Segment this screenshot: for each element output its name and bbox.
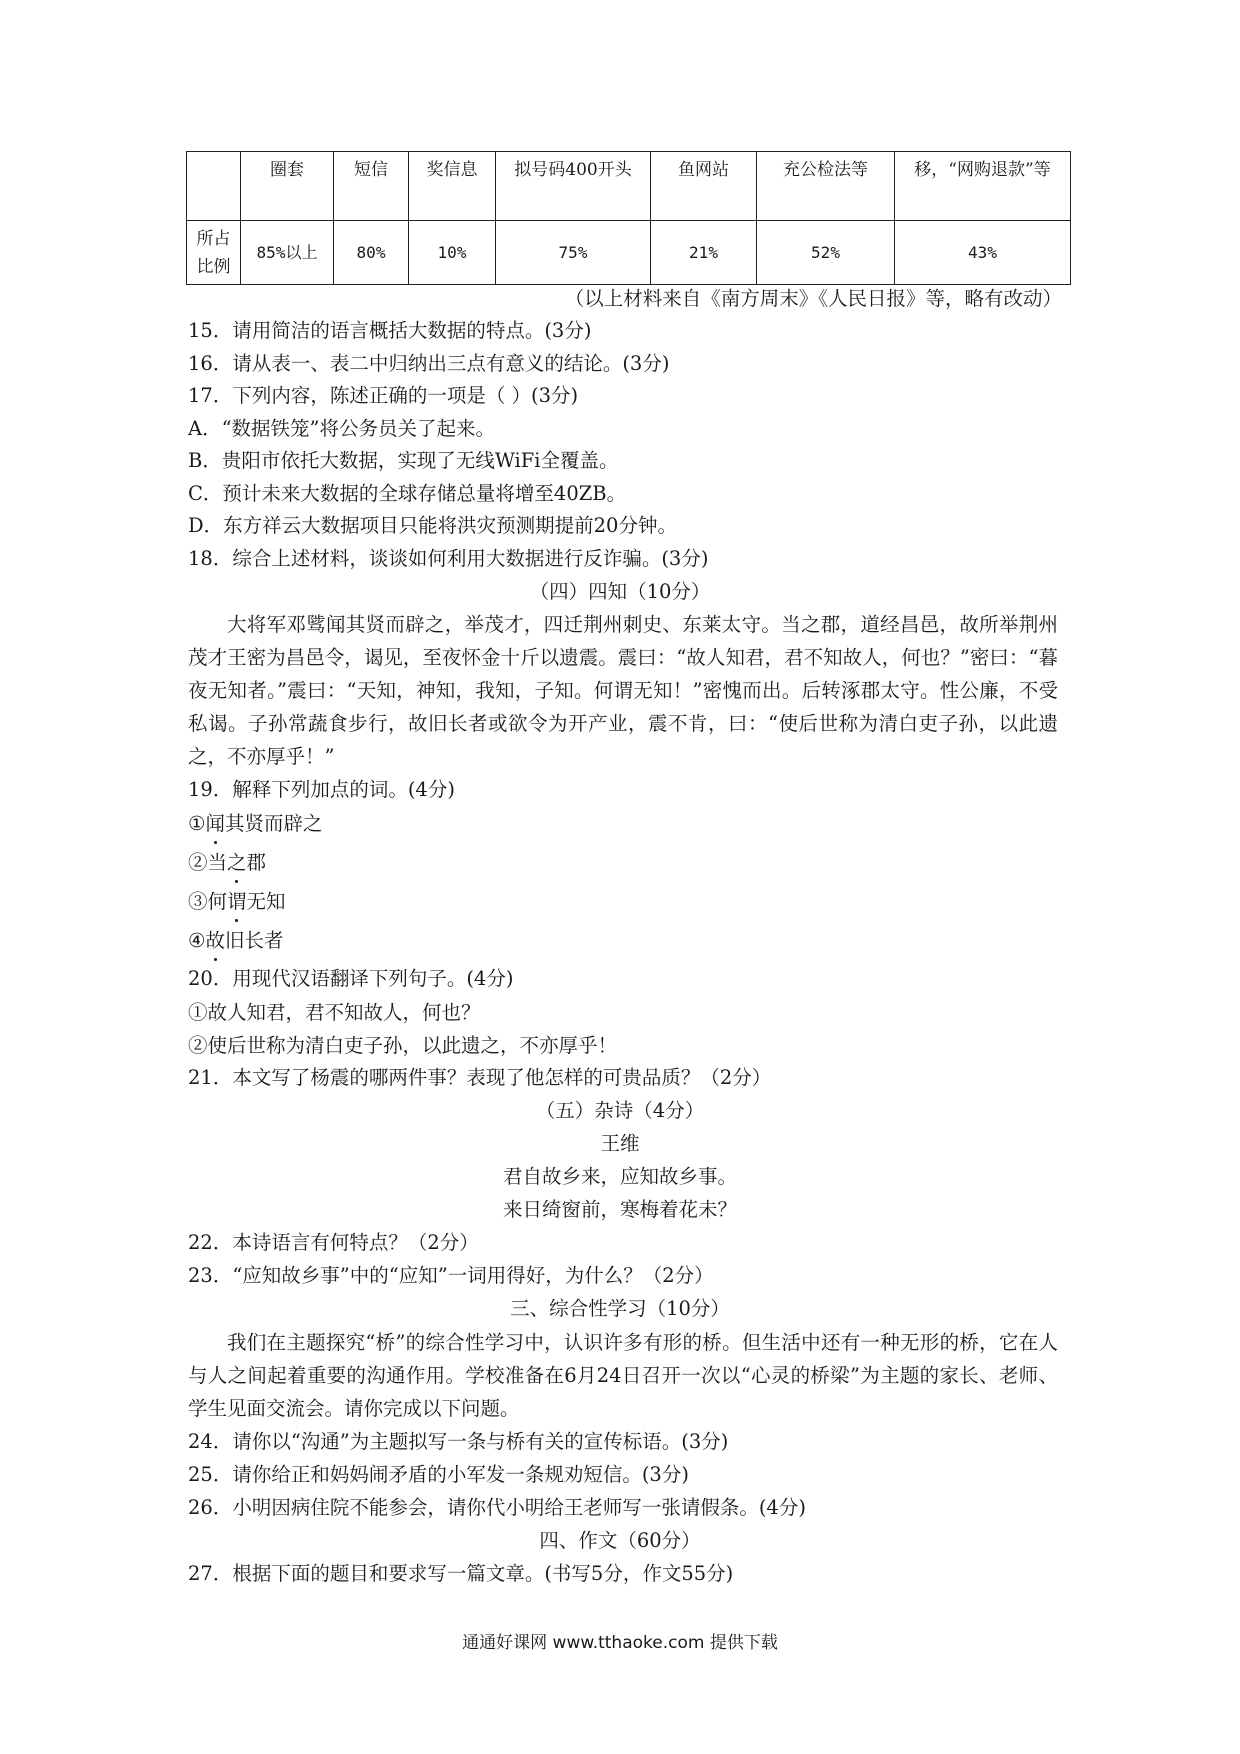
table-cell: 短信 xyxy=(334,152,409,221)
q20-item-1: ①故人知君，君不知故人，何也？ xyxy=(188,1001,481,1024)
question-20: 20．用现代汉语翻译下列句子。(4分) xyxy=(188,967,514,990)
table-cell: 85%以上 xyxy=(241,221,334,285)
question-16: 16．请从表一、表二中归纳出三点有意义的结论。(3分) xyxy=(188,352,670,375)
table-cell: 拟号码400开头 xyxy=(496,152,651,221)
option-b: B．贵阳市依托大数据，实现了无线WiFi全覆盖。 xyxy=(188,449,619,472)
poem-line: 君自故乡来，应知故乡事。 xyxy=(502,1165,737,1188)
question-18: 18．综合上述材料，谈谈如何利用大数据进行反诈骗。(3分) xyxy=(188,547,709,570)
table-header-row xyxy=(187,152,1071,221)
option-a: A．“数据铁笼”将公务员关了起来。 xyxy=(188,417,496,440)
question-25: 25．请你给正和妈妈闹矛盾的小军发一条规劝短信。(3分) xyxy=(188,1463,689,1486)
source-note: （以上材料来自《南方周末》《人民日报》等，略有改动） xyxy=(564,287,1062,310)
poem-line: 来日绮窗前，寒梅着花未？ xyxy=(502,1198,737,1221)
question-19: 19．解释下列加点的词。(4分) xyxy=(188,778,455,801)
table-cell xyxy=(187,152,241,221)
question-22: 22．本诗语言有何特点？（2分） xyxy=(188,1231,479,1254)
section-title: （四）四知（10分） xyxy=(529,580,711,603)
table-cell: 充公检法等 xyxy=(757,152,895,221)
q19-item-2: ②当之郡 xyxy=(188,847,266,879)
part-title: 四、作文（60分） xyxy=(539,1529,701,1552)
table-cell: 移，“网购退款”等 xyxy=(895,152,1071,221)
poem-author: 王维 xyxy=(600,1132,640,1155)
section-title: （五）杂诗（4分） xyxy=(535,1099,705,1122)
question-21: 21．本文写了杨震的哪两件事？表现了他怎样的可贵品质？（2分） xyxy=(188,1066,772,1089)
question-17: 17．下列内容，陈述正确的一项是（ ）(3分) xyxy=(188,384,579,407)
classical-passage: 大将军邓骘闻其贤而辟之，举茂才，四迁荆州刺史、东莱太守。当之郡，道经昌邑，故所举荆州茂才王密为昌邑令，谒见，至夜怀金十斤以遗震。震曰：“故人知君，君不知故人，何也？”密曰：“暮夜无知者。”震曰：“天知，神知，我知，子知。何谓无知！”密愧而出。后转涿郡太守。性公廉，不受私谒。子孙常蔬食步行，故旧长者或欲令为开产业，震不肯，曰：“使后世称为清白吏子孙，以此遗之，不亦厚乎！” xyxy=(188,613,1058,768)
q20-item-2: ②使后世称为清白吏子孙，以此遗之，不亦厚乎！ xyxy=(188,1034,618,1057)
q19-item-1: ①闻其贤而辟之 xyxy=(188,808,323,840)
row-label: 所占比例 xyxy=(187,221,241,285)
part-title: 三、综合性学习（10分） xyxy=(510,1297,730,1320)
table-cell: 奖信息 xyxy=(409,152,496,221)
option-d: D．东方祥云大数据项目只能将洪灾预测期提前20分钟。 xyxy=(188,514,677,537)
part3-intro: 我们在主题探究“桥”的综合性学习中，认识许多有形的桥。但生活中还有一种无形的桥，它在人与人之间起着重要的沟通作用。学校准备在6月24日召开一次以“心灵的桥梁”为主题的家长、老师、学生见面交流会。请你完成以下问题。 xyxy=(188,1331,1058,1420)
question-26: 26．小明因病住院不能参会，请你代小明给王老师写一张请假条。(4分) xyxy=(188,1496,806,1519)
table-cell: 80% xyxy=(334,221,409,285)
table-cell: 10% xyxy=(409,221,496,285)
table-row xyxy=(187,221,1071,285)
question-15: 15．请用简洁的语言概括大数据的特点。(3分) xyxy=(188,319,592,342)
q19-item-4: ④故旧长者 xyxy=(188,925,284,957)
question-27: 27．根据下面的题目和要求写一篇文章。(书写5分，作文55分) xyxy=(188,1562,734,1585)
table-cell: 52% xyxy=(757,221,895,285)
question-23: 23．“应知故乡事”中的“应知”一词用得好，为什么？（2分） xyxy=(188,1264,714,1287)
q19-item-3: ③何谓无知 xyxy=(188,886,286,918)
fraud-type-table xyxy=(186,151,1071,285)
footer-credit: 通通好课网 www.tthaoke.com 提供下载 xyxy=(462,1633,778,1653)
table-cell: 21% xyxy=(651,221,757,285)
table-cell: 43% xyxy=(895,221,1071,285)
table-cell: 鱼网站 xyxy=(651,152,757,221)
question-24: 24．请你以“沟通”为主题拟写一条与桥有关的宣传标语。(3分) xyxy=(188,1430,729,1453)
table-cell: 75% xyxy=(496,221,651,285)
option-c: C．预计未来大数据的全球存储总量将增至40ZB。 xyxy=(188,482,627,505)
table-cell: 圈套 xyxy=(241,152,334,221)
